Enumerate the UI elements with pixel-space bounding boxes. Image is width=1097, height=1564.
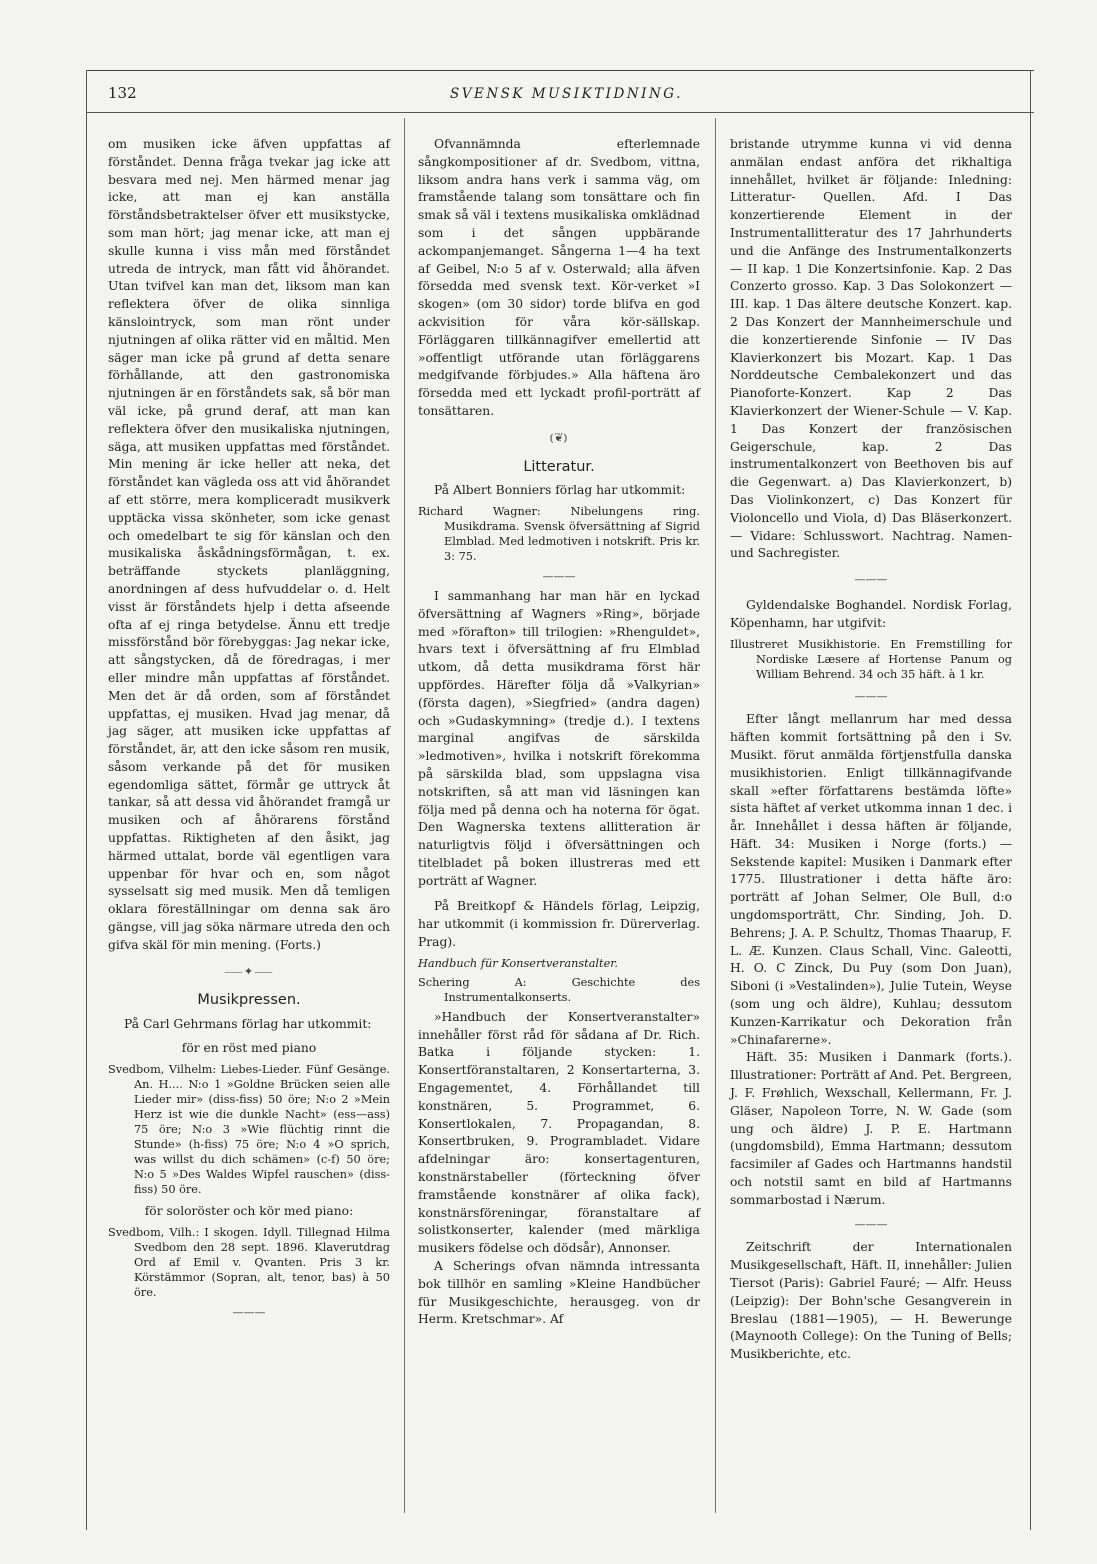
article-text: Zeitschrift der Internationalen Musikgesellschaft, Häft. II, innehåller: Julien Tiersot (Paris): Gabriel Fauré; — Alfr. Heuss (Leipzig): Der Bohn'sche Gesangverein in Breslau (1881—1905), — H. Bewerunge (Maynooth College): On the Tuning of Bells; Musikberichte, etc. bbox=[730, 1240, 1012, 1362]
section-heading-musikpressen: Musikpressen. bbox=[197, 992, 301, 1009]
article-text: Efter långt mellanrum har med dessa häften kommit fortsättning på den i Sv. Musikt. förut anmälda förtjenstfulla danska musikhistorien. Enligt tillkännagifvande skall »efter författarens bestämda löfte» sista häftet af verket utkomma innan 1 dec. i år. Innehållet i dessa häften är följande, Häft. 34: Musiken i Norge (forts.) — Sekstende kapitel: Musiken i Danmark efter 1775. Illustrationer i detta häfte äro: porträtt af Johan Selmer, Ole Bull, d:o ungdomsporträtt, Chr. Sinding, Joh. D. Behrens; J. A. P. Schultz, Thomas Thaarup, F. L. Æ. Kunzen. Claus Schall, Vinc. Galeotti, H. O. C Zinck, Du Puy (som Don Juan), Siboni (i »Vestalinden»), Julie Tutein, Weyse (som ung och äldre), Kuhlau; dessutom Kunzen-Karrikatur och Dekoration från »Chinafarerne». bbox=[730, 712, 1012, 1047]
section-divider: ——— bbox=[542, 570, 576, 584]
publisher-intro: På Carl Gehrmans förlag har utkommit: bbox=[124, 1017, 372, 1032]
subheading-choir-piano: för soloröster och kör med piano: bbox=[144, 1203, 354, 1218]
ornament: ⸺✦⸺ bbox=[224, 964, 274, 978]
left-border bbox=[86, 70, 87, 1530]
header-rule bbox=[86, 112, 1034, 113]
article-text: I sammanhang har man här en lyckad öfversättning af Wagners »Ring», började med »förafton» till trilogien: »Rhenguldet», hvars text i öfversättning af fru Elmblad utkom, då detta musikdrama först här uppfördes. Härefter följa då »Valkyrian» (första dagen), »Siegfried» (andra dagen) och »Gudaskymning» (tredje d.). I textens marginal angifvas de särskilda »ledmotiven», hvilka i notskrift förekomma på särskilda blad, som uppslagna visa notskriften, så att man vid läsningen kan följa med på denna och ha noterna för ögat. Den Wagnerska textens allitteration är naturligtvis följd i öfversättningen och titelbladet på boken illustreras med ett porträtt af Wagner. bbox=[418, 588, 700, 888]
section-divider: ——— bbox=[854, 1217, 888, 1231]
page-number: 132 bbox=[108, 84, 137, 102]
column-1 bbox=[108, 136, 390, 1323]
section-divider: ——— bbox=[854, 689, 888, 703]
ornament: ⦅❦⦆ bbox=[549, 430, 569, 444]
article-text: Häft. 35: Musiken i Danmark (forts.). Illustrationer: Porträtt af And. Pet. Bergreen, J. F. Frøhlich, Wexschall, Kellermann, Fr. J. Gläser, Napoleon Torre, N. W. Gade (som ung och äldre) J. P. E. Hartmann (ungdomsbild), Emma Hartmann; dessutom facsimiler af Gades och Hartmanns handstil och notstil samt en bild af Hartmanns sommarbostad i Nærum. bbox=[730, 1050, 1012, 1207]
publication-entry: Illustreret Musikhistorie. En Fremstilling for Nordiske Læsere af Hortense Panum og William Behrend. 34 och 35 häft. à 1 kr. bbox=[730, 637, 1012, 681]
publication-entry: Svedbom, Vilh.: I skogen. Idyll. Tillegnad Hilma Svedbom den 28 sept. 1896. Klaverutdrag Ord af Emil v. Qvanten. Pris 3 kr. Körstämmor (Sopran, alt, tenor, bas) à 50 öre. bbox=[108, 1225, 390, 1299]
section-divider: ——— bbox=[854, 573, 888, 587]
column-3 bbox=[730, 136, 1012, 1364]
column-divider-1 bbox=[404, 118, 405, 1513]
section-divider: ——— bbox=[232, 1305, 266, 1319]
article-text: A Scherings ofvan nämnda intressanta bok tillhör en samling »Kleine Handbücher für Musikgeschichte, herausgeg. von dr Herm. Kretschmar». Af bbox=[418, 1259, 700, 1327]
top-border bbox=[86, 70, 1034, 71]
article-text: om musiken icke äfven uppfattas af förståndet. Denna fråga tvekar jag icke att besvara med nej. Men härmed menar jag icke, att man ej kan anställa förståndsbetraktelser öfver ett musikstycke, som man hört; jag menar icke, att man ej skulle kunna i viss mån med förståndet utreda de intryck, man fått vid åhörandet. Utan tvifvel kan man det, liksom man kan reflektera öfver de olika sinnliga känslointryck, som man rönt under njutningen af olika rätter vid en måltid. Men säger man icke på grund af detta senare förhållande, att den gastronomiska njutningen är en förståndets sak, så bör man väl icke, på grund deraf, att man kan reflektera öfver den musikaliska njutningen, säga, att musiken uppfattas med förståndet. Min mening är icke heller att neka, det förståndet kan vägleda oss att vid åhörandet af ett större, mera kompliceradt musikverk upptäcka vissa skönheter, som icke genast och omedelbart te sig för känslan och den musikaliska åskådningsförmågan, t. ex. beträffande styckets planläggning, anordningen af dess hufvuddelar o. d. Helt visst är förståndets hjelp i detta afseende ofta af ej ringa betydelse. Ännu ett tredje missförstånd bör förebyggas: Jag nekar icke, att sångstycken, då de föredragas, i mer eller mindre mån uppfattas af förståndet. Men det är då orden, som af förståndet uppfattas, ej musiken. Hvad jag menar, då jag säger, att musiken icke uppfattas af förståndet, är, att den icke såsom ren musik, såsom verkande på det för musiken egendomliga sättet, förmår ge uttryck åt tankar, så att dessa vid åhörandet framgå ur musiken och af åhörarens förstånd uppfattas. Riktigheten af den åsikt, jag härmed uttalat, borde väl egentligen vara uppenbar för hvar och en, som något sysselsatt sig med musik. Men då temligen oklara föreställningar om denna sak äro gängse, vill jag söka närmare utreda den och gifva skäl för min mening. (Forts.) bbox=[108, 137, 390, 952]
section-heading-litteratur: Litteratur. bbox=[523, 458, 595, 475]
right-border bbox=[1030, 70, 1031, 1530]
running-head: SVENSK MUSIKTIDNING. bbox=[450, 86, 683, 102]
publication-entry: Schering A: Geschichte des Instrumentalkonserts. bbox=[418, 975, 700, 1004]
column-2 bbox=[418, 136, 700, 1329]
publisher-intro: På Breitkopf & Händels förlag, Leipzig, har utkommit (i kommission fr. Dürerverlag. Prag). bbox=[418, 899, 700, 950]
publisher-intro: Gyldendalske Boghandel. Nordisk Forlag, Köpenhamn, har utgifvit: bbox=[730, 597, 1012, 630]
column-divider-2 bbox=[715, 118, 716, 1513]
publication-entry: Svedbom, Vilhelm: Liebes-Lieder. Fünf Gesänge. An. H.... N:o 1 »Goldne Brücken seien alle Lieder mir» (diss-fiss) 50 öre; N:o 2 »Mein Herz ist wie die dunkle Nacht» (ess—ass) 75 öre; N:o 3 »Wie flüchtig rinnt die Stunde» (h-fiss) 75 öre; N:o 4 »O sprich, was willst du dich schämen» (c-f) 50 öre; N:o 5 »Des Waldes Wipfel rauschen» (diss-fiss) 50 öre. bbox=[108, 1062, 390, 1196]
article-text: Ofvannämnda efterlemnade sångkompositioner af dr. Svedbom, vittna, liksom andra hans verk i samma väg, om framstående talang som tonsättare och fin smak så väl i textens musikaliska omklädnad som i det sången uppbärande ackompanjemanget. Sångerna 1—4 ha text af Geibel, N:o 5 af v. Osterwald; alla äfven försedda med svensk text. Kör-verket »I skogen» (om 30 sidor) torde blifva en god ackvisition för våra kör-sällskap. Förläggaren tillkännagifver emellertid att »offentligt utförande utan förläggarens medgifvande förbjudes.» Alla häftena äro försedda med ett lyckadt profil-porträtt af tonsättaren. bbox=[418, 137, 700, 418]
publication-entry: Handbuch für Konsertveranstalter. bbox=[418, 956, 619, 970]
article-text: bristande utrymme kunna vi vid denna anmälan endast anföra det rikhaltiga innehållet, hvilket är följande: Inledning: Litteratur- Quellen. Afd. I Das konzertierende Element in der Instrumentallitteratur des 17 Jahrhunderts und die Anfänge des Instrumentalkonzerts — II kap. 1 Die Konzertsinfonie. Kap. 2 Das Conzerto grosso. Kap. 3 Das Solokonzert — III. kap. 1 Das ältere deutsche Konzert. kap. 2 Das Konzert der Mannheimerschule und die konzertierende Sinfonie — IV Das Klavierkonzert bis Mozart. Kap. 1 Das Norddeutsche Cembalekonzert und das Pianoforte-Konzert. Kap 2 Das Klavierkonzert der Wiener-Schule — V. Kap. 1 Das Konzert der französischen Geigerschule, kap. 2 Das instrumentalkonzert von Beethoven bis auf die Gegenwart. a) Das Klavierkonzert, b) Das Violinkonzert, c) Das Konzert für Violoncello und Viola, d) Das Bläserkonzert. — Vidare: Schlusswort. Nachtrag. Namen- und Sachregister. bbox=[730, 137, 1012, 561]
publisher-intro: På Albert Bonniers förlag har utkommit: bbox=[434, 483, 686, 498]
publication-entry: Richard Wagner: Nibelungens ring. Musikdrama. Svensk öfversättning af Sigrid Elmblad. Med ledmotiven i notskrift. Pris kr. 3: 75. bbox=[418, 505, 700, 564]
subheading-voice-piano: för en röst med piano bbox=[181, 1041, 317, 1056]
article-text: »Handbuch der Konsertveranstalter» innehåller först råd för sådana af Dr. Rich. Batka i följande stycken: 1. Konsertföranstaltaren, 2 Konsertarterna, 3. Engagementet, 4. Förhållandet till konstnären, 5. Programmet, 6. Konsertlokalen, 7. Propagandan, 8. Konsertbruken, 9. Programbladet. Vidare afdelningar äro: konsertagenturen, konstnärstabeller (förteckning öfver framstående konstnärer af olika fack), konstnärsföreningar, föranstaltare af solistkonserter, kalender (med märkliga musikers födelse och dödsår), Annonser. bbox=[418, 1009, 700, 1256]
